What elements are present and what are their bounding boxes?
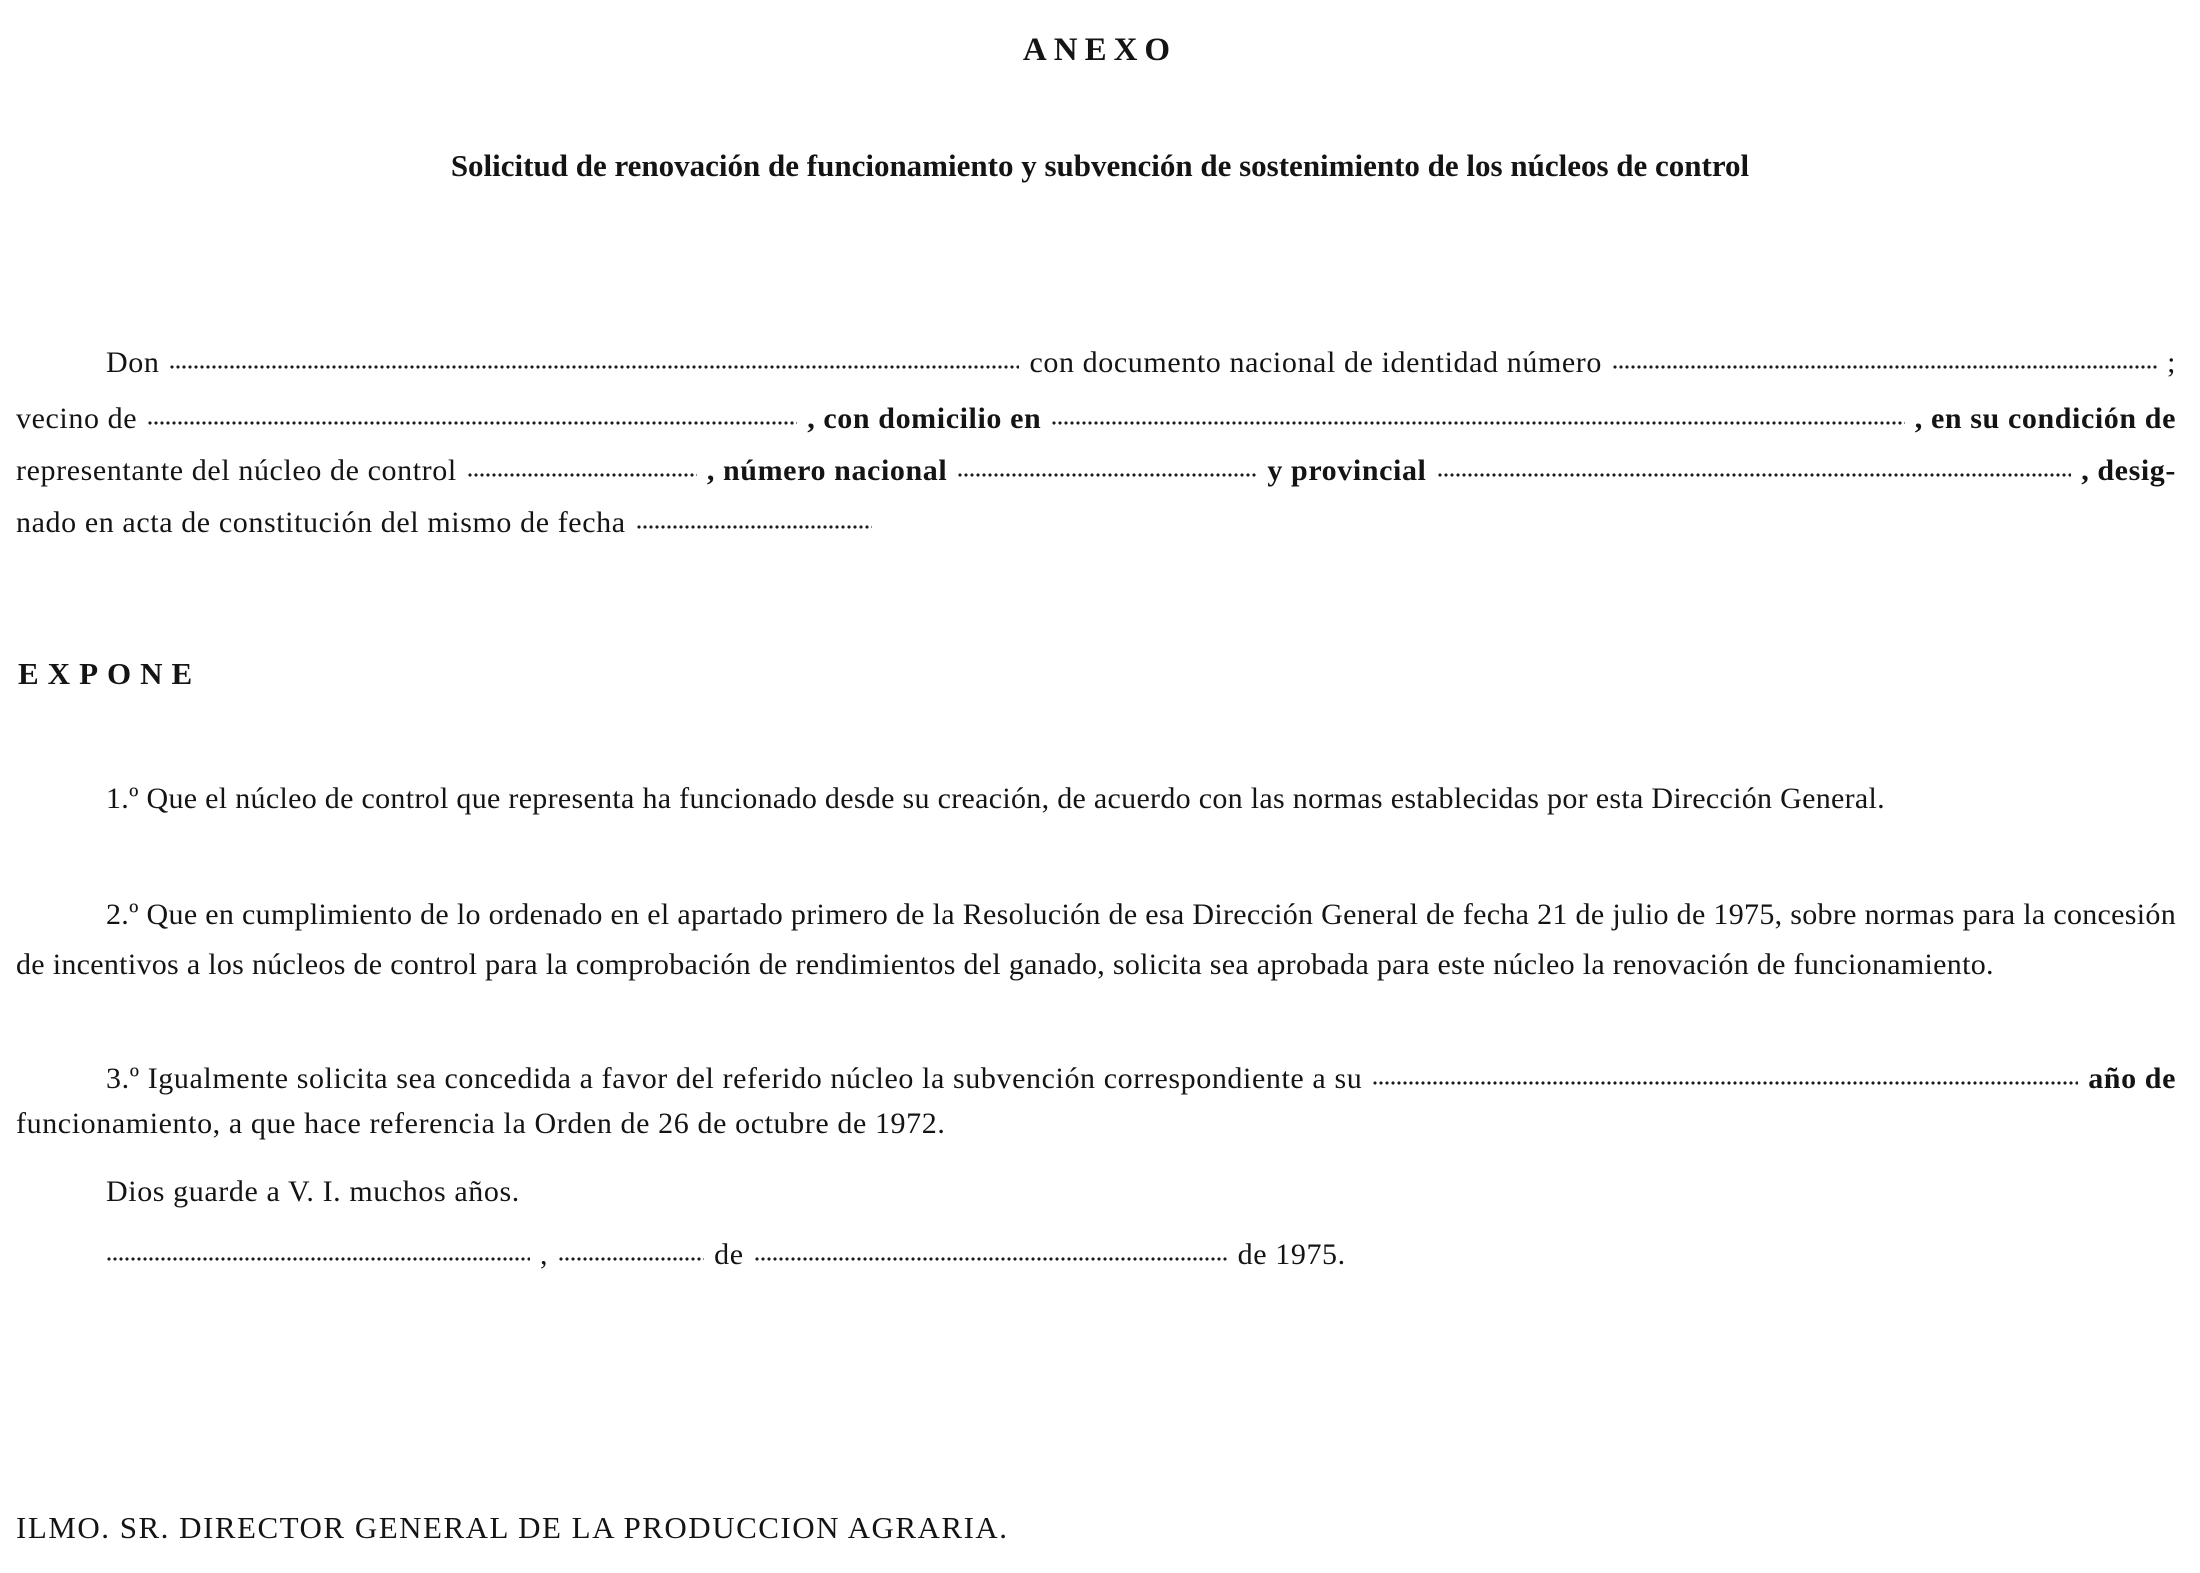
date-line xyxy=(106,1234,1346,1273)
point-3-text: 3.º Igualmente solicita sea concedida a favor del referido núcleo la subvención correspondiente a su xyxy=(106,1062,1363,1095)
date-comma: , xyxy=(540,1238,549,1271)
numero-nacional-fill-field[interactable] xyxy=(957,450,1257,480)
day-fill-field[interactable] xyxy=(558,1234,704,1264)
intro-fecha-label: nado en acta de constitución del mismo de fecha xyxy=(16,506,626,539)
intro-provincial-label: y provincial xyxy=(1267,454,1427,487)
point-3-line-2: funcionamiento, a que hace referencia la Orden de 26 de octubre de 1972. xyxy=(16,1107,946,1140)
intro-line-3 xyxy=(16,450,2176,489)
point-3-line-1 xyxy=(16,1058,2176,1097)
point-3-anio-label: año de xyxy=(2088,1062,2176,1095)
intro-representante-label: representante del núcleo de control xyxy=(16,454,457,487)
intro-numero-nacional-label: , número nacional xyxy=(706,454,948,487)
month-fill-field[interactable] xyxy=(754,1234,1228,1264)
intro-line-1-end: ; xyxy=(2167,346,2176,379)
intro-designado-label: , desig- xyxy=(2081,454,2176,487)
intro-domicilio-label: , con domicilio en xyxy=(807,402,1042,435)
domicilio-fill-field[interactable] xyxy=(1051,398,1904,428)
place-fill-field[interactable] xyxy=(106,1234,530,1264)
intro-line-4 xyxy=(16,502,882,541)
point-2: 2.º Que en cumplimiento de lo ordenado en el apartado primero de la Resolución de esa Dirección General de fecha 21 de julio de 1975, sobre normas para la concesión de incentivos a los núcleos de control para la comprobación de rendimientos del ganado, solicita sea aprobada para este núcleo la renovación de funcionamiento. xyxy=(16,898,2176,981)
document-subtitle: Solicitud de renovación de funcionamiento y subvención de sostenimiento de los núcleos de control xyxy=(450,148,1750,183)
closing-greeting: Dios guarde a V. I. muchos años. xyxy=(106,1175,520,1208)
document-title: ANEXO xyxy=(1022,32,1178,68)
date-year-label: de 1975. xyxy=(1237,1238,1346,1271)
point-1: 1.º Que el núcleo de control que representa ha funcionado desde su creación, de acuerdo con las normas establecidas por esta Dirección General. xyxy=(106,782,1885,815)
intro-don-label: Don xyxy=(106,346,160,379)
intro-vecino-label: vecino de xyxy=(16,402,138,435)
vecino-fill-field[interactable] xyxy=(147,398,797,428)
anio-fill-field[interactable] xyxy=(1372,1058,2078,1088)
dni-fill-field[interactable] xyxy=(1612,342,2157,372)
name-fill-field[interactable] xyxy=(169,342,1019,372)
intro-dni-label: con documento nacional de identidad número xyxy=(1029,346,1602,379)
fecha-acta-fill-field[interactable] xyxy=(636,502,872,532)
expone-heading: EXPONE xyxy=(18,656,202,691)
nucleo-fill-field[interactable] xyxy=(467,450,697,480)
intro-condicion-label: , en su condición de xyxy=(1914,402,2176,435)
date-de-label: de xyxy=(714,1238,744,1271)
intro-line-1 xyxy=(16,342,2176,381)
addressee: ILMO. SR. DIRECTOR GENERAL DE LA PRODUCCION AGRARIA. xyxy=(16,1510,1009,1545)
provincial-fill-field[interactable] xyxy=(1437,450,2072,480)
intro-line-2 xyxy=(16,398,2176,437)
